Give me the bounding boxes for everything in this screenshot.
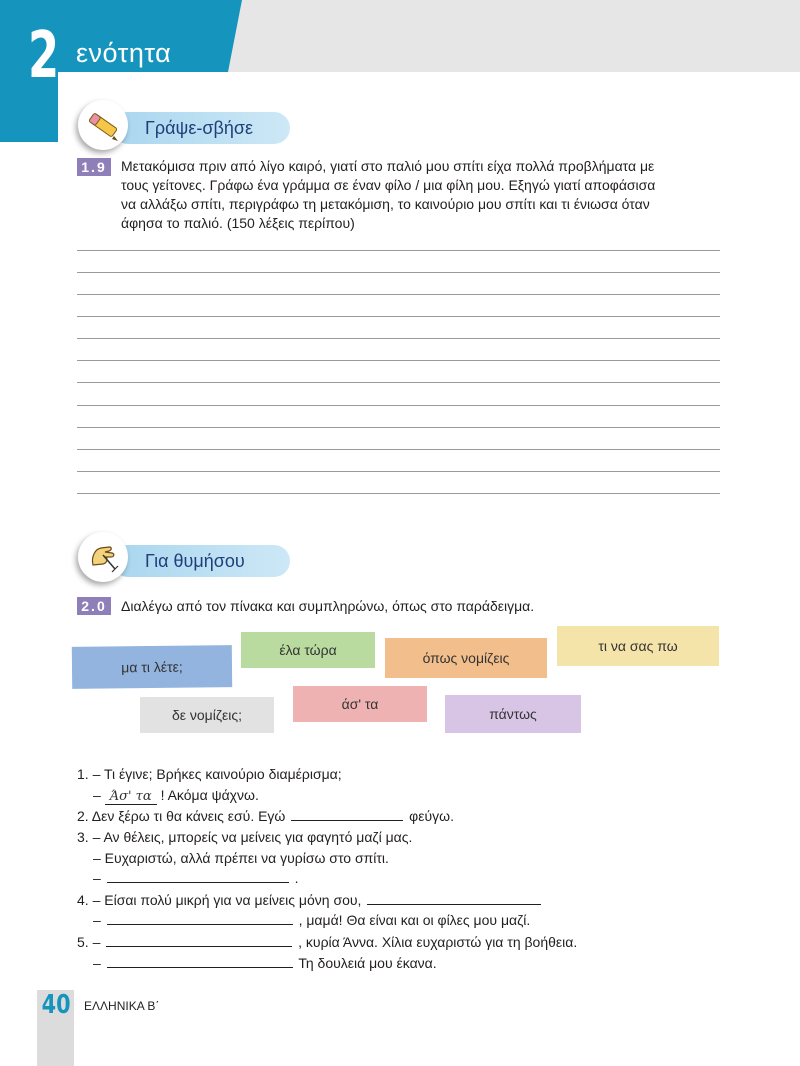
item-3-blank[interactable] — [107, 881, 289, 883]
item-2-blank[interactable] — [291, 819, 403, 821]
item-5-line-2 — [93, 955, 437, 971]
item-4-rest: , μαμά! Θα είναι και οι φίλες μου μαζί. — [298, 912, 531, 928]
item-5-rest: , κυρία Άννα. Χίλια ευχαριστώ για τη βοήθεια. — [298, 934, 578, 950]
pencil-eraser-icon — [78, 100, 128, 150]
item-2-start: 2. Δεν ξέρω τι θα κάνεις εσύ. Εγώ — [77, 808, 286, 824]
book-title: ΕΛΛΗΝΙΚΑ Β΄ — [84, 999, 160, 1013]
item-1-handwritten-answer: Άσ' τα — [109, 789, 152, 804]
unit-number: 2 — [28, 19, 60, 93]
item-3-end: . — [294, 870, 299, 886]
phrase-text: δε νομίζεις; — [171, 707, 243, 723]
item-4-blank-1[interactable] — [367, 903, 541, 905]
phrase-chip — [385, 638, 547, 678]
unit-word: ενότητα — [76, 38, 172, 68]
item-2 — [77, 808, 454, 824]
item-1-rest: ! Ακόμα ψάχνω. — [160, 787, 259, 803]
item-5-blank-1[interactable] — [106, 945, 292, 947]
writing-line[interactable] — [77, 427, 720, 428]
exercise-number-1-9: 1.9 — [77, 158, 111, 176]
dash: – — [93, 912, 101, 928]
exercise-1-9-prompt — [121, 157, 721, 233]
section-title-write: Γράψε-σβήσε — [145, 118, 254, 138]
page-number: 40 — [41, 990, 71, 1020]
writing-line[interactable] — [77, 338, 720, 339]
dash: – — [93, 787, 101, 803]
writing-line[interactable] — [77, 493, 720, 494]
writing-line[interactable] — [77, 360, 720, 361]
item-5-start: 5. – — [77, 934, 101, 950]
item-4-start: 4. – Είσαι πολύ μικρή για να μείνεις μόνη σου, — [77, 892, 362, 908]
item-4-blank-2[interactable] — [107, 923, 293, 925]
writing-line[interactable] — [77, 294, 720, 295]
item-4-line-1 — [77, 892, 543, 908]
phrase-chip — [445, 695, 581, 733]
item-5-rest: Τη δουλειά μου έκανα. — [298, 955, 437, 971]
phrase-text: τι να σας πω — [598, 638, 678, 654]
item-4-line-2 — [93, 912, 530, 928]
section-title-remember: Για θυμήσου — [145, 551, 245, 571]
phrase-text: πάντως — [489, 706, 537, 722]
phrase-chip — [241, 632, 375, 668]
writing-line[interactable] — [77, 471, 720, 472]
phrase-text: όπως νομίζεις — [422, 650, 510, 666]
phrase-text: μα τι λέτε; — [121, 658, 183, 676]
item-5-blank-2[interactable] — [107, 966, 293, 968]
prompt-line: τους γείτονες. Γράφω ένα γράμμα σε έναν φίλο / μια φίλη μου. Εξηγώ γιατί αποφάσισα — [121, 177, 656, 193]
item-3-reply: – Ευχαριστώ, αλλά πρέπει να γυρίσω στο σπίτι. — [93, 850, 389, 866]
phrase-chip — [293, 686, 427, 722]
writing-line[interactable] — [77, 316, 720, 317]
item-5-line-1 — [77, 934, 577, 950]
exercise-2-0-instruction: Διαλέγω από τον πίνακα και συμπληρώνω, όπως στο παράδειγμα. — [121, 598, 535, 614]
prompt-line: να αλλάξω σπίτι, περιγράφω τη μετακόμιση, το καινούριο μου σπίτι και τι ένιωσα όταν — [121, 196, 650, 212]
item-3-question: 3. – Αν θέλεις, μπορείς να μείνεις για φαγητό μαζί μας. — [77, 829, 413, 845]
item-1-question: 1. – Τι έγινε; Βρήκες καινούριο διαμέρισμα; — [77, 766, 342, 782]
item-1-blank[interactable] — [105, 787, 157, 805]
hand-string-icon — [78, 532, 128, 582]
phrase-chip — [140, 697, 274, 733]
writing-line[interactable] — [77, 405, 720, 406]
phrase-text: άσ' τα — [341, 696, 379, 712]
item-1-answer-line — [93, 787, 259, 805]
prompt-line: Μετακόμισα πριν από λίγο καιρό, γιατί στο παλιό μου σπίτι είχα πολλά προβλήματα με — [121, 158, 655, 174]
phrase-text: έλα τώρα — [279, 642, 337, 658]
writing-line[interactable] — [77, 449, 720, 450]
phrase-chip — [72, 645, 232, 689]
prompt-line: άφησα το παλιό. (150 λέξεις περίπου) — [121, 215, 355, 231]
writing-line[interactable] — [77, 272, 720, 273]
phrase-chip — [557, 626, 719, 666]
writing-line[interactable] — [77, 250, 720, 251]
dash: – — [93, 955, 101, 971]
item-2-end: φεύγω. — [409, 808, 454, 824]
writing-line[interactable] — [77, 382, 720, 383]
exercise-number-2-0: 2.0 — [77, 597, 111, 615]
item-3-answer-line — [93, 870, 298, 886]
dash: – — [93, 870, 101, 886]
